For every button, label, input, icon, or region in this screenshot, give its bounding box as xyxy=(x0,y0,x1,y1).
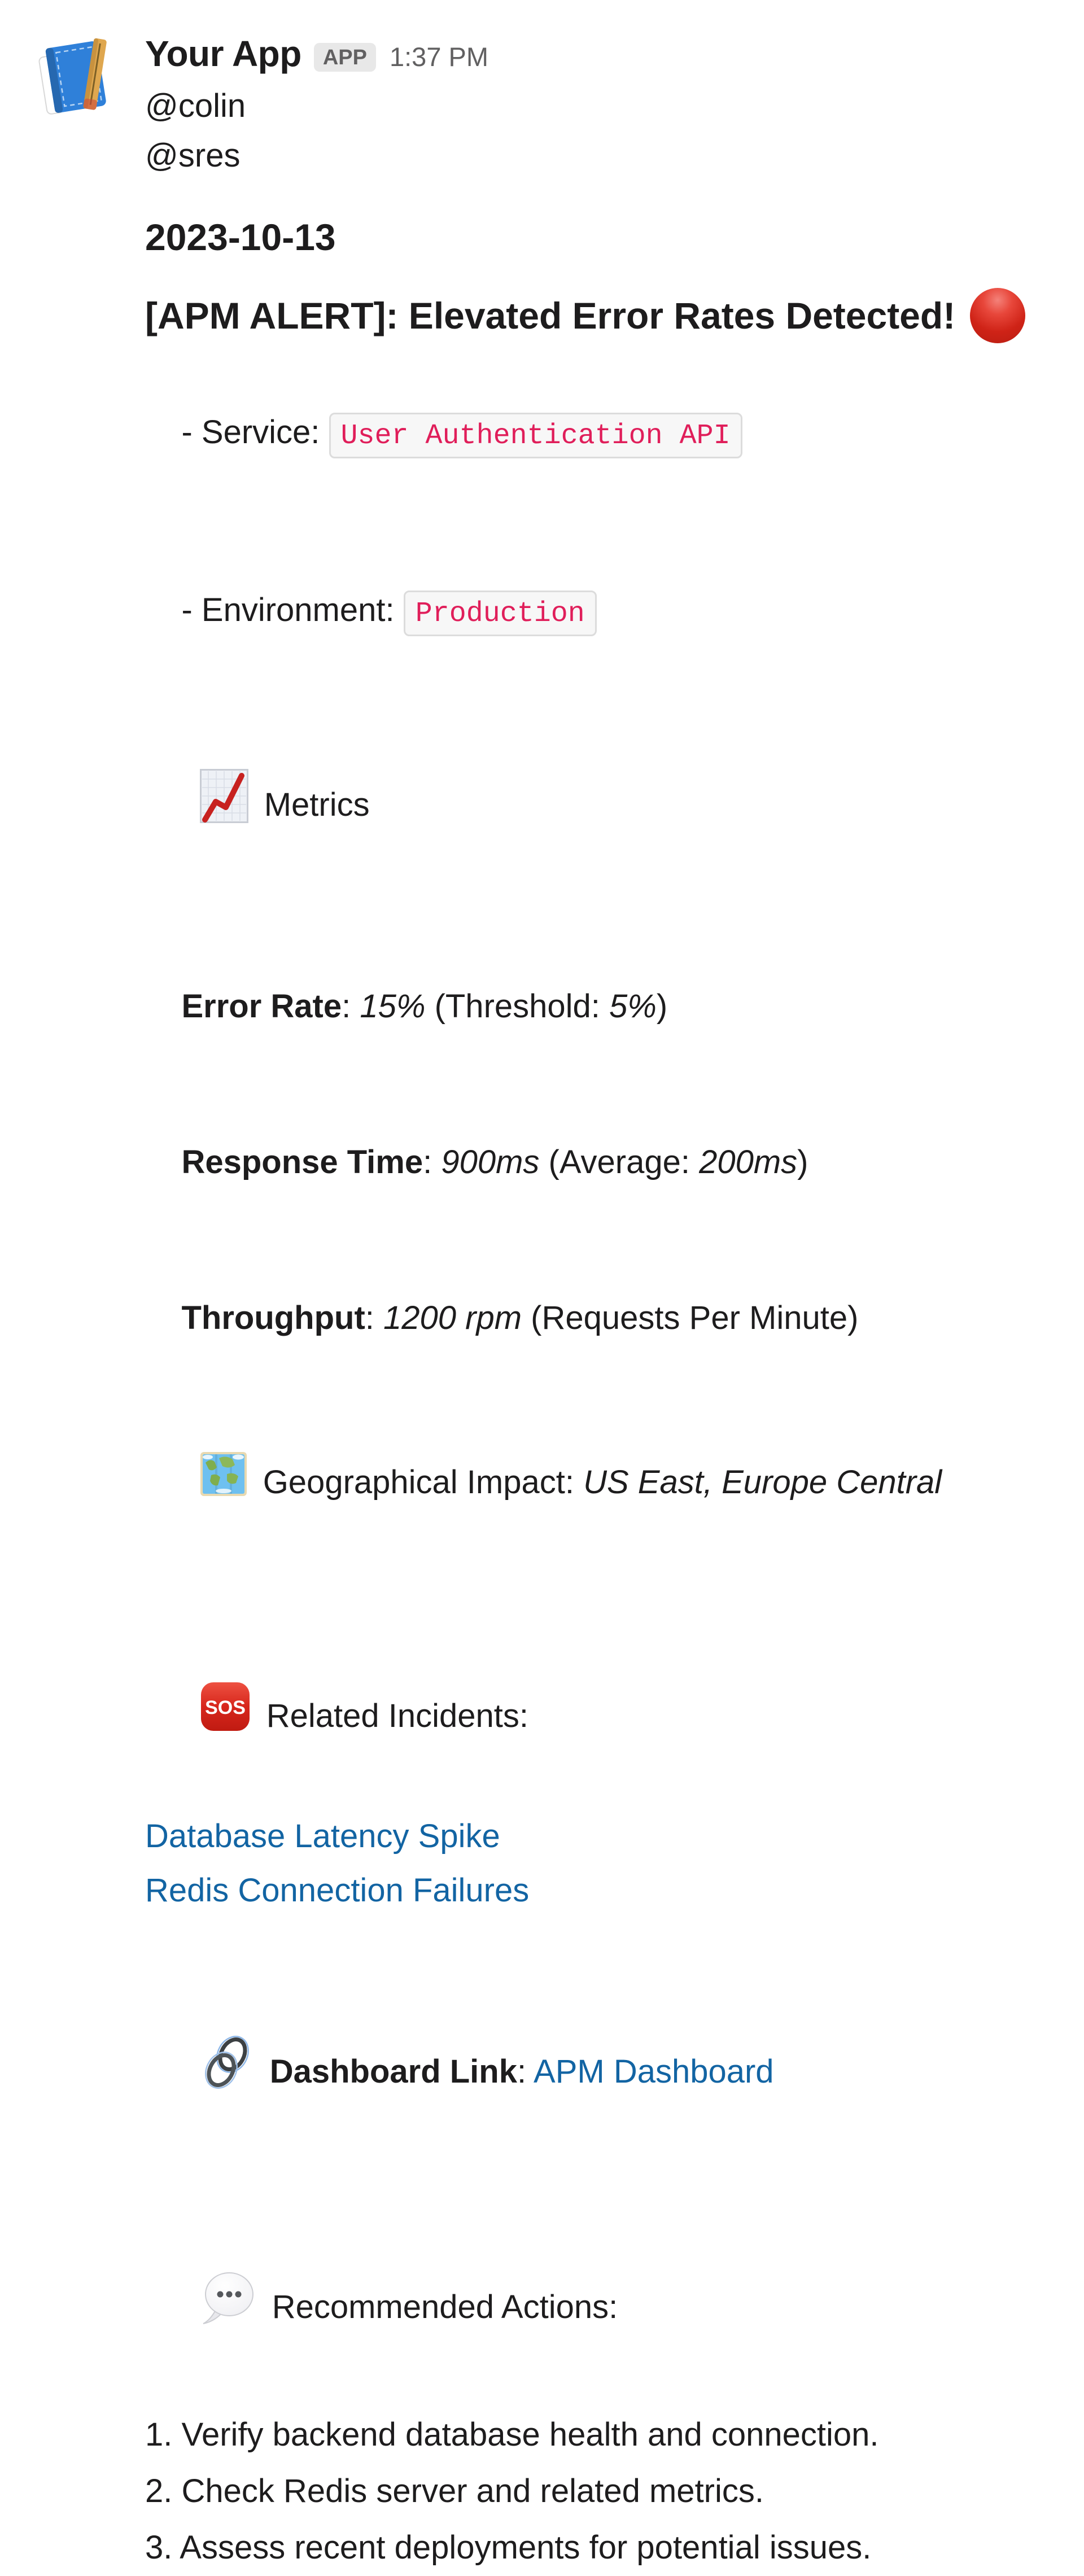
world-map-icon xyxy=(145,1396,247,1568)
throughput-line xyxy=(145,1240,1050,1396)
mention-colin: @colin xyxy=(145,88,246,124)
incident-link-row xyxy=(145,1809,1050,1864)
separator: : xyxy=(365,1300,384,1336)
paren-close: ) xyxy=(797,1144,808,1180)
incident-link-row xyxy=(145,1864,1050,1918)
environment-line xyxy=(145,526,1050,699)
response-time-value: 900ms xyxy=(441,1144,540,1180)
geo-impact-line xyxy=(145,1396,1050,1568)
link-icon xyxy=(145,1976,254,2167)
environment-code: Production xyxy=(404,591,597,636)
service-label: - Service: xyxy=(181,414,329,451)
dashboard-line xyxy=(145,1976,1050,2167)
chart-increasing-icon xyxy=(145,712,248,897)
action-item-2: 2. Check Redis server and related metrics. xyxy=(145,2473,764,2509)
throughput-value: 1200 rpm xyxy=(383,1300,522,1336)
average-label: (Average: xyxy=(539,1144,700,1180)
sos-icon xyxy=(145,1622,251,1809)
mention-sres: @sres xyxy=(145,137,241,174)
sender-name[interactable]: Your App xyxy=(145,33,301,74)
action-item-3: 3. Assess recent deployments for potential issues. xyxy=(145,2529,872,2566)
app-avatar[interactable] xyxy=(35,33,119,117)
dashboard-inner xyxy=(270,2043,774,2101)
apm-dashboard-link[interactable]: APM Dashboard xyxy=(534,2053,774,2090)
paren-close: ) xyxy=(656,988,668,1025)
response-time-line xyxy=(145,1084,1050,1240)
environment-label: - Environment: xyxy=(181,592,404,628)
threshold-label: (Threshold: xyxy=(425,988,610,1025)
related-incidents-line xyxy=(145,1622,1050,1809)
alert-heading xyxy=(145,288,1050,343)
geo-impact-value: US East, Europe Central xyxy=(583,1463,942,1501)
speech-balloon-icon xyxy=(145,2212,256,2402)
geo-impact-inner xyxy=(263,1455,942,1510)
geo-impact-label: Geographical Impact: xyxy=(263,1463,584,1501)
incident-link-database-latency[interactable]: Database Latency Spike xyxy=(145,1818,500,1855)
average-value: 200ms xyxy=(699,1144,798,1180)
threshold-value: 5% xyxy=(609,988,657,1025)
message-timestamp[interactable]: 1:37 PM xyxy=(389,42,489,72)
red-circle-icon xyxy=(970,288,1025,343)
error-rate-value: 15% xyxy=(360,988,426,1025)
date-heading: 2023-10-13 xyxy=(145,216,336,258)
notebook-app-icon xyxy=(35,33,119,117)
error-rate-label: Error Rate xyxy=(181,988,342,1025)
dashboard-label: Dashboard Link xyxy=(269,2053,517,2090)
throughput-units: (Requests Per Minute) xyxy=(522,1300,859,1336)
incident-link-redis-failures[interactable]: Redis Connection Failures xyxy=(145,1872,530,1909)
separator: : xyxy=(423,1144,442,1180)
recommended-actions-heading: Recommended Actions: xyxy=(272,2288,618,2325)
separator: : xyxy=(342,988,360,1025)
throughput-label: Throughput xyxy=(181,1300,365,1336)
recommended-actions-line xyxy=(145,2212,1050,2402)
related-incidents-heading: Related Incidents: xyxy=(266,1697,528,1734)
metrics-heading: Metrics xyxy=(264,786,370,823)
svg-text:SOS: SOS xyxy=(204,1697,246,1718)
service-code: User Authentication API xyxy=(329,413,742,458)
service-line xyxy=(145,348,1050,521)
response-time-label: Response Time xyxy=(181,1144,423,1180)
action-item-1: 1. Verify backend database health and connection. xyxy=(145,2416,879,2453)
separator: : xyxy=(517,2053,534,2090)
app-badge: APP xyxy=(314,43,376,72)
alert-heading-text: [APM ALERT]: Elevated Error Rates Detected! xyxy=(145,295,956,336)
error-rate-line xyxy=(145,929,1050,1084)
message-header xyxy=(145,33,1050,81)
metrics-heading-line xyxy=(145,712,1050,897)
